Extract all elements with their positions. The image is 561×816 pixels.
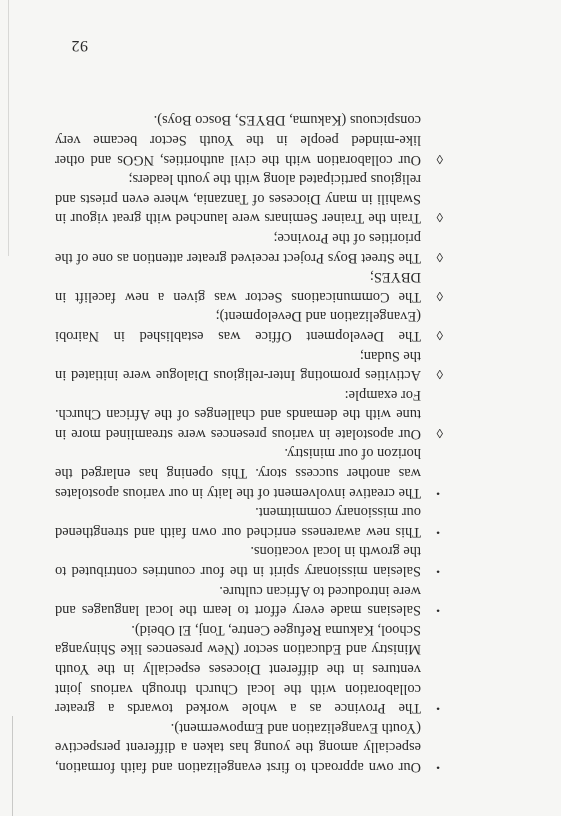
bullet-marker: • — [436, 486, 440, 499]
bullet-marker: • — [436, 525, 440, 538]
diamond-marker: ◊ — [436, 249, 443, 265]
diamond-marker: ◊ — [436, 367, 443, 383]
list-item — [55, 619, 443, 717]
list-item-text: Our own approach to first evangelization and faith formation, especially among the young has taken a different perspective (Youth Evangelization and Empowerment). — [55, 719, 421, 775]
bullet-marker: • — [436, 604, 440, 617]
list-item — [55, 580, 443, 619]
list-item — [55, 110, 443, 169]
diamond-marker: ◊ — [436, 327, 443, 343]
list-item-text: Our apostolate in various presences were streamlined more in tune with the demands and challenges of the African Church. For example: — [55, 386, 421, 442]
list-item-text: The creative involvement of the laity in our various apostolates was another success story. This opening has enlarged the horizon of our ministry. — [55, 445, 421, 501]
page-body — [55, 110, 443, 776]
list-item — [55, 502, 443, 541]
list-item — [55, 267, 443, 306]
list-item-text: The Communications Sector was given a new facelift in DBYES; — [55, 269, 421, 305]
list-item-text: Activities promoting Inter-religious Dialogue were initiated in the Sudan; — [55, 347, 421, 384]
bullet-marker: • — [436, 565, 440, 578]
list-item-text: The Development Office was established in Nairobi (Evangelization and Development); — [55, 308, 421, 344]
list-item-text: Train the Trainer Seminars were launched with great vigour in Swahili in many Dioceses of Tanzania, where even priests and religious participated along with the youth leaders; — [55, 171, 421, 227]
list-item — [55, 306, 443, 345]
list-item — [55, 443, 443, 502]
list-item — [55, 717, 443, 776]
list-item-text: The Province as a whole worked towards a greater collaboration with the local Church through various joint ventures in the different Dioceses especially in the Youth Ministry and Education sector (New presences like Shinyanga School, Kakuma Refugee Centre, Tonj, El Obeid). — [55, 621, 421, 717]
diamond-marker: ◊ — [436, 151, 443, 167]
list-item-text: Salesians made every effort to learn the local languages and were introduced to African culture. — [55, 582, 421, 619]
diamond-marker: ◊ — [436, 288, 443, 304]
list-item — [55, 227, 443, 266]
binding-edge-line — [8, 0, 9, 256]
binding-edge-line — [12, 716, 13, 816]
list-item-text: Our collaboration with the civil authorities, NGOs and other like-minded people in the Youth Sector became very conspicuous (Kakuma, DBYES, Bosco Boys). — [55, 112, 421, 168]
diamond-marker: ◊ — [436, 425, 443, 441]
list-item-text: Salesian missionary spirit in the four countries contributed to the growth in local vocations. — [55, 543, 421, 580]
page-number: 92 — [71, 37, 88, 54]
list-item — [55, 384, 443, 443]
bullet-marker: • — [436, 702, 440, 715]
list-item — [55, 345, 443, 384]
list-item-text: This new awareness enriched our own faith and strengthened our missionary commitment. — [55, 504, 421, 540]
diamond-marker: ◊ — [436, 210, 443, 226]
list-item-text: The Street Boys Project received greater attention as one of the priorities of the Province; — [55, 229, 421, 266]
bullet-marker: • — [436, 761, 440, 773]
list-item — [55, 169, 443, 228]
list-item — [55, 541, 443, 580]
